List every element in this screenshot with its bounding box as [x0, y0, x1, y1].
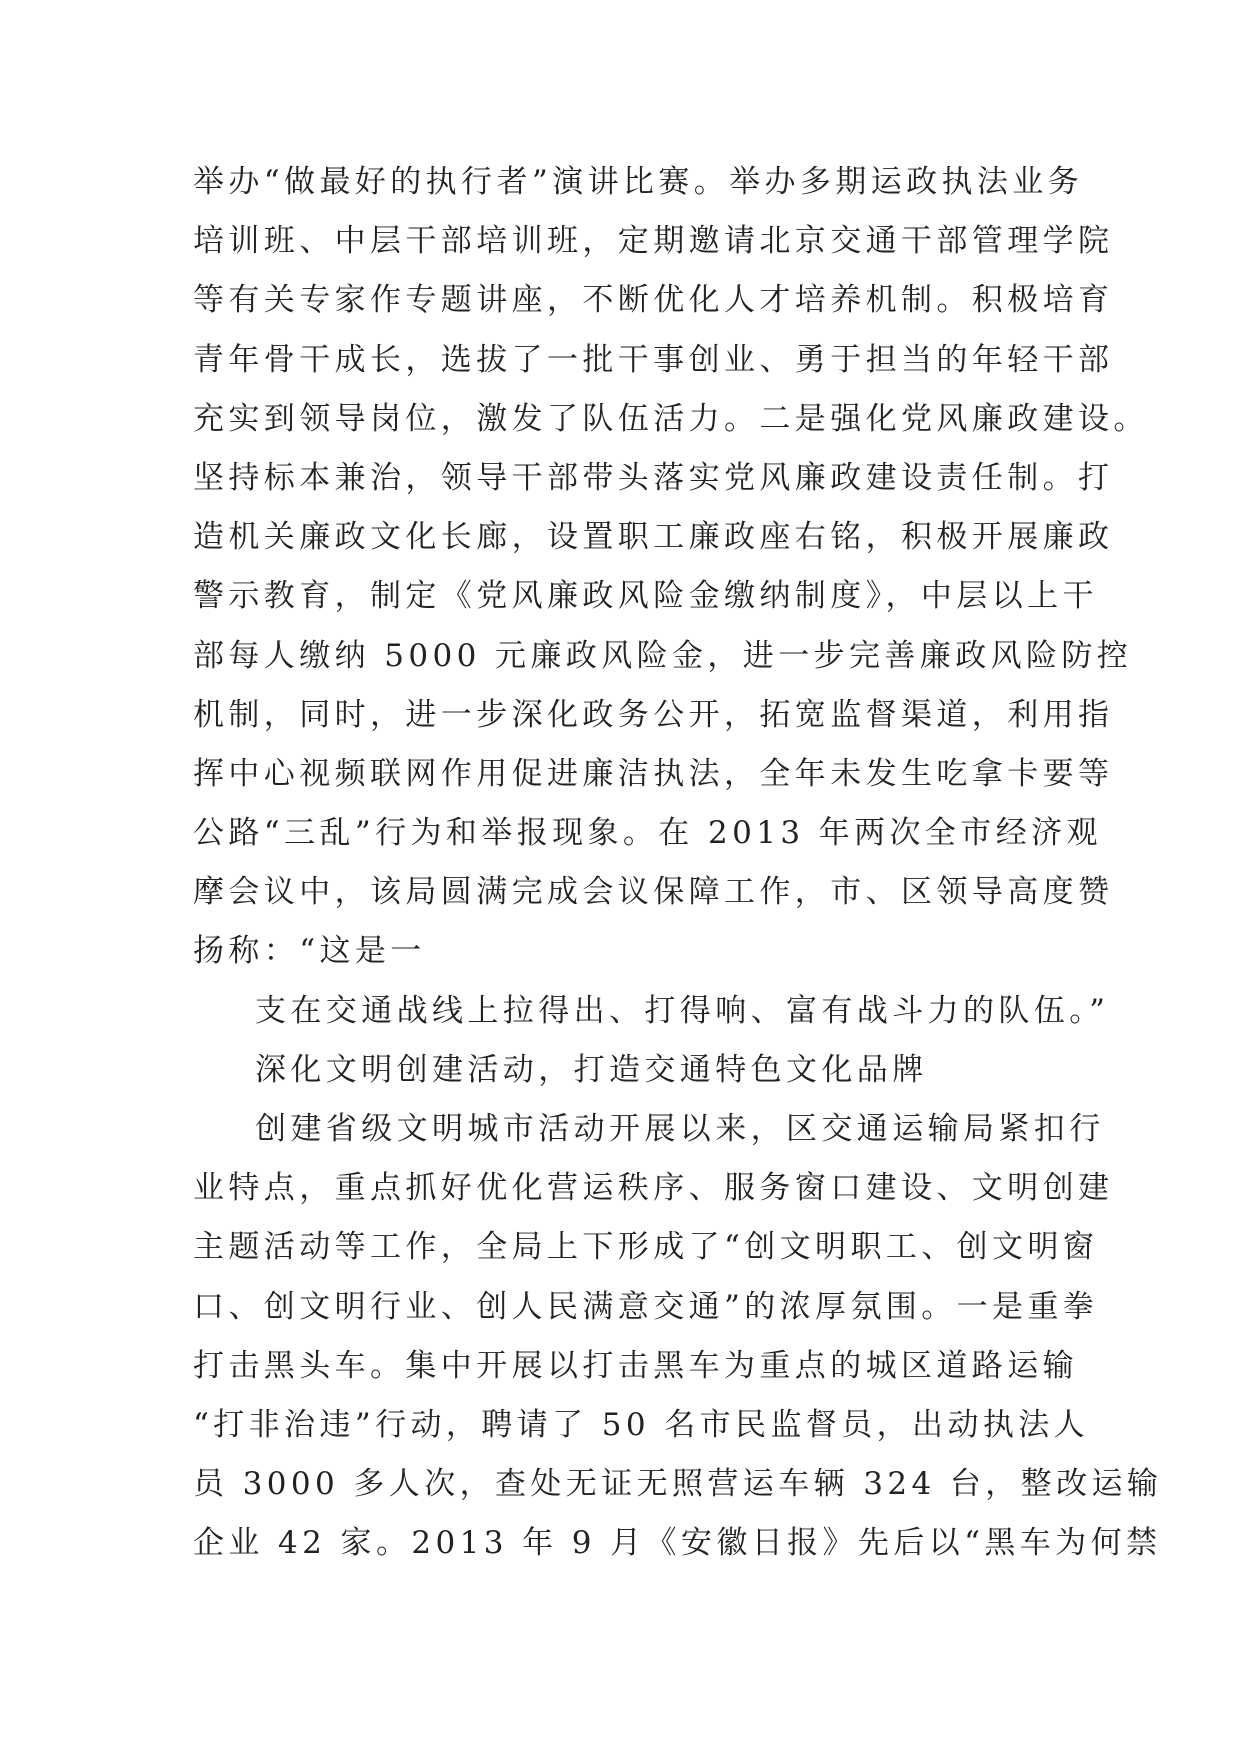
text-line: 挥中心视频联网作用促进廉洁执法，全年未发生吃拿卡要等	[193, 755, 1114, 792]
text-line: 公路“三乱”行为和举报现象。在 2013 年两次全市经济观	[193, 815, 1102, 852]
body-text	[193, 153, 1163, 1574]
text-line: 培训班、中层干部培训班，定期邀请北京交通干部管理学院	[193, 223, 1114, 260]
text-line: 举办“做最好的执行者”演讲比赛。举办多期运政执法业务	[193, 164, 1084, 200]
text-line: 青年骨干成长，选拔了一批干事创业、勇于担当的年轻干部	[193, 341, 1114, 378]
text-line: 员 3000 多人次，查处无证无照营运车辆 324 台，整改运输	[193, 1466, 1163, 1503]
text-line: 支在交通战线上拉得出、打得响、富有战斗力的队伍。”	[255, 992, 1110, 1029]
text-line: 部每人缴纳 5000 元廉政风险金，进一步完善廉政风险防控	[193, 637, 1133, 674]
text-line: 等有关专家作专题讲座，不断优化人才培养机制。积极培育	[193, 282, 1114, 319]
text-line: 警示教育，制定《党风廉政风险金缴纳制度》，中层以上干	[193, 578, 1098, 615]
text-line: 充实到领导岗位，激发了队伍活力。二是强化党风廉政建设。	[193, 400, 1149, 437]
text-line: 坚持标本兼治，领导干部带头落实党风廉政建设责任制。打	[193, 459, 1114, 496]
text-line: 扬称：“这是一	[193, 933, 426, 970]
section-heading: 深化文明创建活动，打造交通特色文化品牌	[255, 1051, 928, 1088]
text-line: 摩会议中，该局圆满完成会议保障工作，市、区领导高度赞	[193, 874, 1114, 911]
text-line: 创建省级文明城市活动开展以来，区交通运输局紧扣行	[255, 1111, 1105, 1147]
text-line: “打非治违”行动，聘请了 50 名市民监督员，出动执法人	[193, 1406, 1090, 1443]
text-line: 业特点，重点抓好优化营运秩序、服务窗口建设、文明创建	[193, 1170, 1114, 1207]
text-line: 主题活动等工作，全局上下形成了“创文明职工、创文明窗	[193, 1229, 1099, 1266]
text-line: 口、创文明行业、创人民满意交通”的浓厚氛围。一是重拳	[193, 1288, 1099, 1325]
text-line: 企业 42 家。2013 年 9 月《安徽日报》先后以“黑车为何禁	[193, 1525, 1162, 1562]
text-line: 打击黑头车。集中开展以打击黑车为重点的城区道路运输	[193, 1347, 1078, 1384]
text-line: 机制，同时，进一步深化政务公开，拓宽监督渠道，利用指	[193, 696, 1114, 733]
text-line: 造机关廉政文化长廊，设置职工廉政座右铭，积极开展廉政	[193, 519, 1114, 556]
